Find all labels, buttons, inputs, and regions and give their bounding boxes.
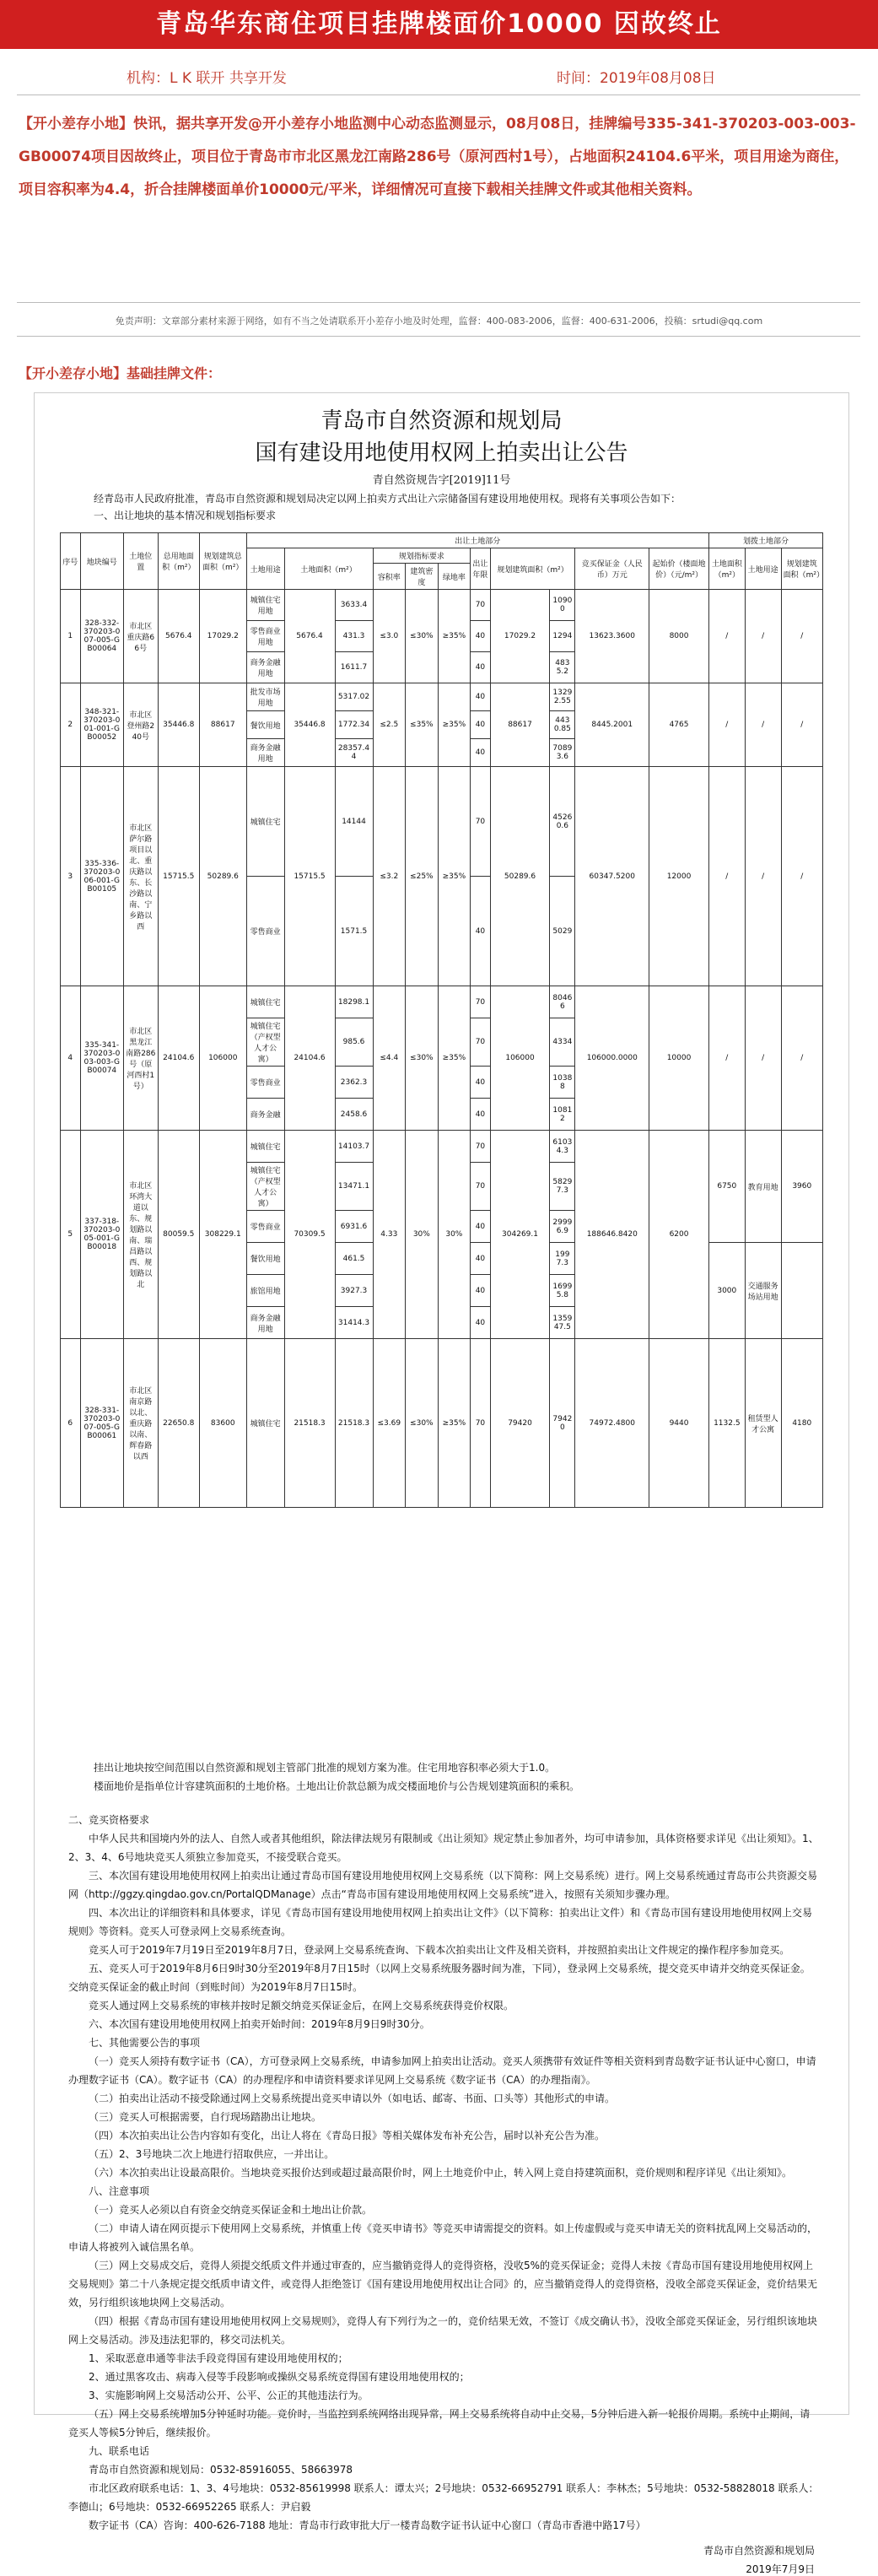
cell-land-area: 70309.5: [284, 1131, 335, 1339]
section-title: 【开小差存小地】基础挂牌文件：: [19, 365, 222, 381]
cell-land-area: 35446.8: [284, 683, 335, 767]
cell-code: 337-318-370203-005-001-GB00018: [80, 1131, 123, 1339]
cell-land-area: 5676.4: [284, 590, 335, 683]
cell-sub-area: 5317.02: [335, 683, 373, 711]
cell-density: ≤30%: [406, 986, 439, 1131]
doc-paragraph: 二、竞买资格要求: [68, 1814, 150, 1826]
cell-green: ≥35%: [438, 986, 471, 1131]
cell-density: 30%: [406, 1131, 439, 1339]
doc-paragraph: 市北区政府联系电话：1、3、4号地块：0532-85619998 联系人：谭太兴；2号地块：0532-66952791 联系人：李林杰；5号地块：0532-58828018 联系人：李德山；6号地块：0532-66952265 联系人：尹启毅: [68, 2482, 819, 2513]
org-label: 机构：L K 联开 共享开发: [127, 70, 287, 87]
cell-deposit: 74972.4800: [575, 1339, 649, 1508]
doc-paragraph: 三、本次国有建设用地使用权网上拍卖出让通过青岛市国有建设用地使用权网上交易系统（以下简称：网上交易系统）进行。网上交易系统通过青岛市公共资源交易网（http://ggzy.qingdao.gov.cn/PortalQDManage）点击“青岛市国有建设用地使用权网上交易系统”进入，按照有关须知步骤办理。: [68, 1870, 818, 1900]
cell-years: 40: [471, 711, 491, 739]
cell-sub-build: 4430.85: [550, 711, 575, 739]
cell-free-area: /: [708, 986, 745, 1131]
cell-deposit: 13623.3600: [575, 590, 649, 683]
cell-years: 70: [471, 1339, 491, 1508]
cell-deposit: 60347.5200: [575, 767, 649, 986]
cell-free-use: /: [745, 683, 781, 767]
cell-total-build: 106000: [199, 986, 246, 1131]
cell-total-build: 17029.2: [199, 590, 246, 683]
cell-use: 零售商业: [246, 1211, 284, 1243]
cell-free-use: 租赁型人才公寓: [745, 1339, 781, 1508]
cell-deposit: 188646.8420: [575, 1131, 649, 1339]
cell-location: 市北区南京路以北、重庆路以南、辉春路以西: [123, 1339, 158, 1508]
cell-use: 旅馆用地: [246, 1275, 284, 1307]
cell-use: 城镇住宅: [246, 1339, 284, 1508]
doc-paragraph: （二）拍卖出让活动不接受除通过网上交易系统提出竞买申请以外（如电话、邮寄、书面、口头等）其他形式的申请。: [89, 2093, 616, 2104]
cell-years: 40: [471, 739, 491, 767]
cell-years: 40: [471, 621, 491, 652]
cell-use: 商务金融用地: [246, 739, 284, 767]
cell-sub-build: 16995.8: [550, 1275, 575, 1307]
table-row: [61, 986, 823, 1018]
cell-far: 4.33: [373, 1131, 406, 1339]
cell-sub-area: 28357.44: [335, 739, 373, 767]
cell-sub-area: 3633.4: [335, 590, 373, 621]
doc-title: 国有建设用地使用权网上拍卖出让公告: [255, 440, 628, 466]
cell-build-area: 88617: [490, 683, 550, 767]
cell-years: 40: [471, 1275, 491, 1307]
table-notes: [94, 1758, 819, 1796]
cell-years: 40: [471, 683, 491, 711]
table-row: [61, 683, 823, 711]
cell-sub-build: 5029: [550, 877, 575, 986]
th-total-area: 总用地面积（m²）: [158, 533, 199, 590]
doc-sign-date: 2019年7月9日: [746, 2563, 815, 2575]
cell-years: 40: [471, 877, 491, 986]
cell-sub-area: 18298.1: [335, 986, 373, 1018]
cell-seq: 1: [61, 590, 81, 683]
cell-use: 城镇住宅: [246, 767, 284, 877]
th-location: 土地位置: [123, 533, 158, 590]
th-land-area: 土地面积（m²）: [284, 548, 373, 590]
doc-sign-org: 青岛市自然资源和规划局: [703, 2545, 815, 2557]
cell-land-area: 21518.3: [284, 1339, 335, 1508]
cell-free-area: /: [708, 590, 745, 683]
th-free-area: 土地面积（m²）: [708, 548, 745, 590]
table-row: [61, 590, 823, 621]
table-row: [61, 1131, 823, 1163]
divider: [17, 336, 860, 337]
cell-free-build: /: [781, 590, 822, 683]
cell-free-build: 3960: [781, 1131, 822, 1243]
doc-paragraph: （四）根据《青岛市国有建设用地使用权网上交易规则》，竞得人有下列行为之一的，竞价结果无效，不签订《成交确认书》，没收全部竞买保证金，另行组织该地块网上交易活动。涉及违法犯罪的，移交司法机关。: [68, 2315, 818, 2346]
th-group-free: 划拨土地部分: [708, 533, 822, 548]
page-title: 青岛华东商住项目挂牌楼面价10000 因故终止: [0, 0, 878, 49]
cell-use: 城镇住宅: [246, 1131, 284, 1163]
cell-total-area: 80059.5: [158, 1131, 199, 1339]
cell-free-build: /: [781, 767, 822, 986]
doc-paragraph: 2、通过黑客攻击、病毒入侵等手段影响或操纵交易系统竞得国有建设用地使用权的；: [89, 2371, 470, 2383]
cell-total-area: 24104.6: [158, 986, 199, 1131]
cell-sub-build: 10388: [550, 1067, 575, 1099]
table-note: 楼面地价是指单位计容建筑面积的土地价格。土地出让价款总额为成交楼面地价与公告规划建筑面积的乘积。: [94, 1780, 580, 1792]
announcement-document: [34, 392, 849, 2575]
cell-free-build: 4180: [781, 1339, 822, 1508]
doc-paragraph: 七、其他需要公告的事项: [89, 2037, 201, 2049]
th-seq: 序号: [61, 533, 81, 590]
land-table-body: [61, 590, 823, 1508]
cell-sub-build: 1997.3: [550, 1243, 575, 1275]
cell-years: 70: [471, 1163, 491, 1211]
th-use: 土地用途: [246, 548, 284, 590]
cell-total-area: 5676.4: [158, 590, 199, 683]
cell-sub-build: 80466: [550, 986, 575, 1018]
cell-sub-build: 1294: [550, 621, 575, 652]
doc-paragraph: 六、本次国有建设用地使用权网上拍卖开始时间：2019年8月9日9时30分。: [89, 2018, 430, 2030]
cell-free-area: 6750: [708, 1131, 745, 1243]
doc-paragraph: （二）申请人请在网页提示下使用网上交易系统，并慎重上传《竞买申请书》等竞买申请需提交的资料。如上传虚假或与竞买申请无关的资料扰乱网上交易活动的，申请人将被列入诚信黑名单。: [68, 2222, 818, 2253]
cell-green: ≥35%: [438, 683, 471, 767]
cell-location: 市北区登州路240号: [123, 683, 158, 767]
cell-code: 328-331-370203-007-005-GB00061: [80, 1339, 123, 1508]
cell-seq: 3: [61, 767, 81, 986]
cell-sub-area: 2362.3: [335, 1067, 373, 1099]
cell-years: 40: [471, 1067, 491, 1099]
cell-code: 328-332-370203-007-005-GB00064: [80, 590, 123, 683]
cell-free-use: 交通服务场站用地: [745, 1243, 781, 1339]
th-plan: 规划指标要求: [373, 548, 471, 564]
cell-years: 40: [471, 652, 491, 683]
cell-green: 30%: [438, 1131, 471, 1339]
doc-body: [68, 1811, 819, 2535]
doc-paragraph: 中华人民共和国境内外的法人、自然人或者其他组织，除法律法规另有限制或《出让须知》规定禁止参加者外，均可申请参加，具体资格要求详见《出让须知》。1、2、3、4、6号地块竞买人须独立参加竞买，不接受联合竞买。: [68, 1833, 819, 1863]
doc-paragraph: （五）2、3号地块二次上地进行招取供应，一并出让。: [89, 2148, 335, 2160]
cell-far: ≤3.0: [373, 590, 406, 683]
cell-total-build: 308229.1: [199, 1131, 246, 1339]
cell-sub-area: 31414.3: [335, 1307, 373, 1339]
cell-sub-area: 461.5: [335, 1243, 373, 1275]
cell-free-use: /: [745, 986, 781, 1131]
cell-free-area: /: [708, 683, 745, 767]
intro-text: 快讯，据共享开发@开小差存小地监测中心动态监测显示，08月08日，挂牌编号335-341-370203-003-003-GB00074项目因故终止，项目位于青岛市市北区黑龙江南路286号（原河西村1号），占地面积24104.6平米，项目用途为商住，项目容积率为4.4，折合挂牌楼面单价10000元/平米，详细情况可直接下载相关挂牌文件或其他相关资料。: [19, 116, 856, 198]
cell-free-use: 教育用地: [745, 1131, 781, 1243]
cell-free-area: 3000: [708, 1243, 745, 1339]
cell-seq: 6: [61, 1339, 81, 1508]
doc-paragraph: 3、实施影响网上交易活动公开、公平、公正的其他违法行为。: [89, 2390, 369, 2401]
cell-build-area: 50289.6: [490, 767, 550, 986]
doc-paragraph: （四）本次拍卖出让公告内容如有变化，出让人将在《青岛日报》等相关媒体发布补充公告，届时以补充公告为准。: [89, 2130, 606, 2141]
cell-land-area: 24104.6: [284, 986, 335, 1131]
land-table: [60, 532, 823, 1508]
doc-paragraph: （一）竞买人须持有数字证书（CA），方可登录网上交易系统，申请参加网上拍卖出让活动。竞买人须携带有效证件等相关资料到青岛数字证书认证中心窗口，申请办理数字证书（CA）。数字证书（CA）的办理程序和申请资料要求详见网上交易系统《数字证书（CA）的办理指南》。: [68, 2055, 816, 2086]
th-deposit: 竞买保证金（人民币）万元: [575, 548, 649, 590]
cell-sub-area: 3927.3: [335, 1275, 373, 1307]
intro-paragraph: [19, 108, 862, 207]
cell-sub-build: 135947.5: [550, 1307, 575, 1339]
th-total-build: 规划建筑总面积（m²）: [199, 533, 246, 590]
doc-intro: [94, 490, 819, 524]
cell-start-price: 10000: [649, 986, 709, 1131]
cell-sub-build: 10812: [550, 1099, 575, 1131]
cell-sub-build: 13292.55: [550, 683, 575, 711]
cell-total-area: 15715.5: [158, 767, 199, 986]
cell-use: 商务金融用地: [246, 652, 284, 683]
cell-free-build: /: [781, 986, 822, 1131]
cell-far: ≤3.69: [373, 1339, 406, 1508]
cell-use: 商务金融: [246, 1099, 284, 1131]
doc-intro-text: 经青岛市人民政府批准，青岛市自然资源和规划局决定以网上拍卖方式出让六宗储备国有建设用地使用权。现将有关事项公告如下：: [94, 493, 681, 505]
cell-years: 70: [471, 1018, 491, 1067]
cell-build-area: 17029.2: [490, 590, 550, 683]
cell-seq: 2: [61, 683, 81, 767]
cell-total-build: 50289.6: [199, 767, 246, 986]
doc-number: 青自然资规告字[2019]11号: [372, 474, 511, 487]
cell-start-price: 4765: [649, 683, 709, 767]
cell-sub-area: 14103.7: [335, 1131, 373, 1163]
cell-start-price: 12000: [649, 767, 709, 986]
cell-start-price: 9440: [649, 1339, 709, 1508]
cell-use: 城镇住宅（产权型人才公寓）: [246, 1163, 284, 1211]
cell-start-price: 8000: [649, 590, 709, 683]
divider: [17, 302, 860, 303]
doc-paragraph: （一）竞买人必须以自有资金交纳竞买保证金和土地出让价款。: [89, 2204, 373, 2216]
th-group-land: 出让土地部分: [246, 533, 708, 548]
cell-sub-build: 58297.3: [550, 1163, 575, 1211]
cell-code: 335-341-370203-003-003-GB00074: [80, 986, 123, 1131]
cell-use: 城镇住宅: [246, 986, 284, 1018]
cell-free-build: [781, 1243, 822, 1339]
cell-sub-area: 6931.6: [335, 1211, 373, 1243]
cell-use: 零售商业用地: [246, 621, 284, 652]
cell-sub-area: 1772.34: [335, 711, 373, 739]
cell-free-area: 1132.5: [708, 1339, 745, 1508]
cell-years: 40: [471, 1099, 491, 1131]
cell-build-area: 304269.1: [490, 1131, 550, 1339]
cell-sub-area: 21518.3: [335, 1339, 373, 1508]
cell-years: 40: [471, 1307, 491, 1339]
th-far: 容积率: [373, 564, 406, 590]
cell-density: ≤25%: [406, 767, 439, 986]
cell-far: ≤4.4: [373, 986, 406, 1131]
cell-green: ≥35%: [438, 590, 471, 683]
cell-location: 市北区黑龙江南路286号（原河西村1号）: [123, 986, 158, 1131]
cell-sub-build: 45260.6: [550, 767, 575, 877]
th-green: 绿地率: [438, 564, 471, 590]
cell-free-build: /: [781, 683, 822, 767]
cell-use: 餐饮用地: [246, 1243, 284, 1275]
doc-paragraph: 八、注意事项: [89, 2185, 150, 2197]
th-start-price: 起始价（楼面地价）（元/m²）: [649, 548, 709, 590]
th-years: 出让年限: [471, 548, 491, 590]
doc-paragraph: 九、联系电话: [89, 2445, 150, 2457]
cell-free-use: /: [745, 590, 781, 683]
doc-paragraph: 竞买人通过网上交易系统的审核并按时足额交纳竞买保证金后，在网上交易系统获得竞价权限。: [89, 2000, 514, 2012]
cell-green: ≥35%: [438, 767, 471, 986]
cell-years: 70: [471, 1131, 491, 1163]
cell-sub-build: 61034.3: [550, 1131, 575, 1163]
cell-use: 批发市场用地: [246, 683, 284, 711]
cell-build-area: 106000: [490, 986, 550, 1131]
doc-agency: 青岛市自然资源和规划局: [320, 408, 563, 434]
th-code: 地块编号: [80, 533, 123, 590]
cell-use: 城镇住宅（产权型人才公寓）: [246, 1018, 284, 1067]
cell-density: ≤35%: [406, 683, 439, 767]
cell-green: ≥35%: [438, 1339, 471, 1508]
cell-free-use: /: [745, 767, 781, 986]
cell-use: 商务金融用地: [246, 1307, 284, 1339]
cell-location: 市北区萨尔路项目以北、重庆路以东、长沙路以南、宁乡路以西: [123, 767, 158, 986]
cell-total-area: 22650.8: [158, 1339, 199, 1508]
cell-land-area: 15715.5: [284, 767, 335, 986]
th-build-area: 规划建筑面积（m²）: [490, 548, 575, 590]
cell-seq: 5: [61, 1131, 81, 1339]
cell-total-area: 35446.8: [158, 683, 199, 767]
cell-density: ≤30%: [406, 590, 439, 683]
cell-sub-area: 14144: [335, 767, 373, 877]
cell-free-area: /: [708, 767, 745, 986]
table-note: 挂出让地块按空间范围以自然资源和规划主管部门批准的规划方案为准。住宅用地容积率必须大于1.0。: [94, 1762, 556, 1774]
cell-sub-build: 70893.6: [550, 739, 575, 767]
cell-years: 70: [471, 590, 491, 621]
cell-build-area: 79420: [490, 1339, 550, 1508]
cell-sub-build: 4334: [550, 1018, 575, 1067]
cell-years: 40: [471, 1243, 491, 1275]
cell-sub-build: 29996.9: [550, 1211, 575, 1243]
intro-tag[interactable]: 【开小差存小地】: [19, 116, 133, 132]
cell-sub-area: 2458.6: [335, 1099, 373, 1131]
cell-code: 335-336-370203-006-001-GB00105: [80, 767, 123, 986]
disclaimer: 免责声明：文章部分素材来源于网络，如有不当之处请联系开小差存小地及时处理，监督：400-083-2006，监督：400-631-2006，投稿：srtudi@qq.com: [115, 316, 763, 327]
cell-sub-area: 1571.5: [335, 877, 373, 986]
cell-location: 市北区环湾大道以东、规划路以南、瑞昌路以西、规划路以北: [123, 1131, 158, 1339]
cell-far: ≤2.5: [373, 683, 406, 767]
th-density: 建筑密度: [406, 564, 439, 590]
cell-use: 零售商业: [246, 1067, 284, 1099]
doc-paragraph: 五、竞买人可于2019年8月6日9时30分至2019年8月7日15时（以网上交易系统服务器时间为准，下同），登录网上交易系统，提交竞买申请并交纳竞买保证金。交纳竞买保证金的截止时间（到账时间）为2019年8月7日15时。: [68, 1963, 811, 1993]
cell-use: 城镇住宅用地: [246, 590, 284, 621]
doc-paragraph: 竞买人可于2019年7月19日至2019年8月7日，登录网上交易系统查询、下载本次拍卖出让文件及相关资料，并按照拍卖出让文件规定的操作程序参加竞买。: [89, 1944, 790, 1956]
cell-years: 70: [471, 767, 491, 877]
cell-location: 市北区重庆路66号: [123, 590, 158, 683]
doc-paragraph: （六）本次拍卖出让设最高限价。当地块竞买报价达到或超过最高限价时，网上土地竞价中止，转入网上竞自持建筑面积，竞价规则和程序详见《出让须知》。: [89, 2167, 793, 2179]
cell-total-build: 83600: [199, 1339, 246, 1508]
doc-paragraph: 1、采取恶意串通等非法手段竞得国有建设用地使用权的；: [89, 2352, 348, 2364]
cell-deposit: 8445.2001: [575, 683, 649, 767]
time-label: 时间：2019年08月08日: [557, 70, 716, 87]
cell-seq: 4: [61, 986, 81, 1131]
cell-sub-build: 10900: [550, 590, 575, 621]
cell-use: 餐饮用地: [246, 711, 284, 739]
cell-use: 零售商业: [246, 877, 284, 986]
cell-sub-area: 431.3: [335, 621, 373, 652]
cell-total-build: 88617: [199, 683, 246, 767]
table-row: [61, 767, 823, 877]
cell-sub-build: 4835.2: [550, 652, 575, 683]
table-row: [61, 1339, 823, 1508]
cell-years: 40: [471, 1211, 491, 1243]
doc-paragraph: （五）网上交易系统增加5分钟延时功能。竞价时，当监控到系统网络出现异常，网上交易系统将自动中止交易，5分钟后进入新一轮报价周期。系统中止期间，请竞买人等候5分钟后，继续报价。: [68, 2408, 811, 2438]
doc-paragraph: 四、本次出让的详细资料和具体要求，详见《青岛市国有建设用地使用权网上拍卖出让文件》（以下简称：拍卖出让文件）和《青岛市国有建设用地使用权网上交易规则》等资料。竞买人可登录网上交易系统查询。: [68, 1907, 813, 1937]
doc-paragraph: 青岛市自然资源和规划局：0532-85916055、58663978: [89, 2464, 353, 2476]
th-free-build: 规划建筑面积（m²）: [781, 548, 822, 590]
cell-sub-area: 13471.1: [335, 1163, 373, 1211]
doc-section-1: 一、出让地块的基本情况和规划指标要求: [94, 510, 277, 521]
th-free-use: 土地用途: [745, 548, 781, 590]
cell-deposit: 106000.0000: [575, 986, 649, 1131]
meta-bar: [0, 61, 878, 89]
cell-years: 70: [471, 986, 491, 1018]
cell-sub-area: 1611.7: [335, 652, 373, 683]
doc-paragraph: （三）网上交易成交后，竞得人须提交纸质文件并通过审查的，应当撤销竞得人的竞得资格，没收5%的竞买保证金；竞得人未按《青岛市国有建设用地使用权网上交易规则》第二十八条规定提交纸质申请文件，或竞得人拒绝签订《国有建设用地使用权出让合同》的，应当撤销竞得人的竞得资格，没收全部竞买保证金，竞价结果无效，另行组织该地块网上交易活动。: [68, 2260, 818, 2309]
cell-sub-area: 985.6: [335, 1018, 373, 1067]
cell-far: ≤3.2: [373, 767, 406, 986]
cell-start-price: 6200: [649, 1131, 709, 1339]
cell-density: ≤30%: [406, 1339, 439, 1508]
cell-sub-build: 79420: [550, 1339, 575, 1508]
doc-paragraph: 数字证书（CA）咨询：400-626-7188 地址：青岛市行政审批大厅一楼青岛数字证书认证中心窗口（青岛市香港中路17号）: [89, 2519, 646, 2531]
cell-code: 348-321-370203-001-001-GB00052: [80, 683, 123, 767]
doc-paragraph: （三）竞买人可根据需要，自行现场踏勘出让地块。: [89, 2111, 322, 2123]
